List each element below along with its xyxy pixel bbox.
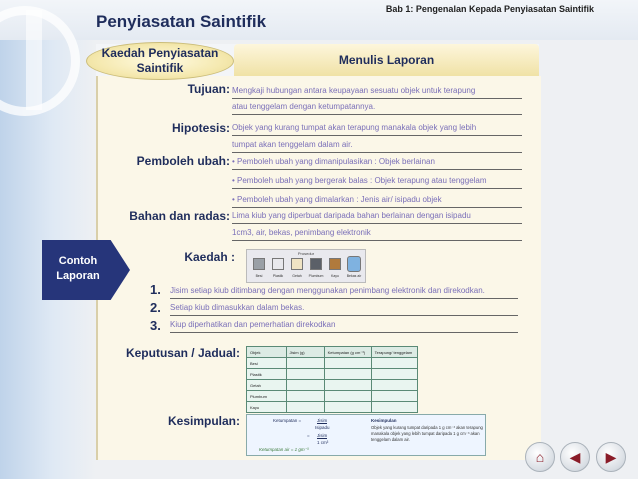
step-1-text: Jisim setiap kiub ditimbang dengan menggunakan penimbang elektronik dan direkodkan. xyxy=(170,284,518,299)
getah-cube-icon xyxy=(291,258,303,270)
contoh-laporan-text: Contoh Laporan xyxy=(56,255,100,282)
keputusan-label: Keputusan / Jadual: xyxy=(125,346,240,360)
table-cell: Besi xyxy=(247,358,287,369)
bahan-line-1: Lima kiub yang diperbuat daripada bahan berlainan dengan isipadu xyxy=(232,209,522,224)
formula-jisim: Jisim xyxy=(317,418,328,423)
formula-isipadu: Isipadu xyxy=(315,425,330,430)
bahan-line-2: 1cm3, air, bekas, penimbang elektronik xyxy=(232,226,522,241)
table-header-row xyxy=(247,347,418,358)
plastik-label: Plastik xyxy=(272,274,284,278)
bahan-label: Bahan dan radas: xyxy=(129,209,230,223)
kesimpulan-box xyxy=(246,414,486,456)
table-row xyxy=(247,380,418,391)
besi-cube-icon xyxy=(253,258,265,270)
table-cell: Plumbum xyxy=(247,391,287,402)
step-2-number: 2. xyxy=(150,300,161,315)
table-header: Objek xyxy=(247,347,287,358)
step-1-number: 1. xyxy=(150,282,161,297)
formula-jisim-2: Jisim xyxy=(317,433,328,438)
contoh-laporan-label xyxy=(42,240,130,300)
table-cell: Kayu xyxy=(247,402,287,413)
water-container-icon xyxy=(347,256,361,272)
formula-equals: = xyxy=(307,433,310,438)
hipotesis-line-2: tumpat akan tenggelam dalam air. xyxy=(232,138,522,153)
getah-label: Getah xyxy=(292,274,302,278)
table-header: Ketumpatan (g cm⁻³) xyxy=(324,347,371,358)
procedure-title: Prosedur xyxy=(297,251,315,256)
plastik-cube-icon xyxy=(272,258,284,270)
forward-button[interactable] xyxy=(596,442,626,472)
page-title: Penyiasatan Saintifik xyxy=(96,12,267,31)
pemboleh-line-3: • Pemboleh ubah yang dimalarkan : Jenis air/ isipadu objek xyxy=(232,193,522,208)
table-row xyxy=(247,402,418,413)
kesimpulan-label: Kesimpulan: xyxy=(167,414,240,428)
back-button[interactable] xyxy=(560,442,590,472)
forward-arrow-icon: ▶ xyxy=(605,449,617,465)
besi-label: Besi xyxy=(255,274,263,278)
pemboleh-line-2: • Pemboleh ubah yang bergerak balas : Objek terapung atau tenggelam xyxy=(232,174,522,189)
procedure-illustration xyxy=(246,249,366,283)
step-3-text: Kiup diperhatikan dan pemerhatian direkodkan xyxy=(170,318,518,333)
table-header: Terapung/ tenggelam xyxy=(371,347,417,358)
hipotesis-line-1: Objek yang kurang tumpat akan terapung manakala objek yang lebih xyxy=(232,121,522,136)
step-2-text: Setiap kiub dimasukkan dalam bekas. xyxy=(170,301,518,316)
water-density: Ketumpatan air = 1 gm⁻³ xyxy=(259,447,309,452)
table-row xyxy=(247,391,418,402)
chapter-title: Bab 1: Pengenalan Kepada Penyiasatan Saintifik xyxy=(385,4,594,14)
formula-label: Ketumpatan = xyxy=(273,418,302,423)
home-icon: ⌂ xyxy=(535,449,545,465)
table-row xyxy=(247,369,418,380)
hipotesis-label: Hipotesis: xyxy=(171,121,230,135)
kayu-cube-icon xyxy=(329,258,341,270)
table-row xyxy=(247,358,418,369)
tab-menulis-laporan[interactable]: Menulis Laporan xyxy=(234,44,539,76)
back-arrow-icon: ◀ xyxy=(569,449,581,465)
table-cell: Plastik xyxy=(247,369,287,380)
tujuan-label: Tujuan: xyxy=(187,82,230,96)
kayu-label: Kayu xyxy=(331,274,339,278)
results-table xyxy=(246,346,418,413)
tujuan-line-2: atau tenggelam dengan ketumpatannya. xyxy=(232,100,522,115)
kesimpulan-text: Objek yang kurang tumpat daripada 1 g cm⁻³ akan terapung manakala objek yang lebih tumpat daripada 1 g cm⁻³ akan tenggelam dalam air. xyxy=(371,425,483,442)
step-3-number: 3. xyxy=(150,318,161,333)
tab-kaedah-penyiasatan[interactable]: Kaedah Penyiasatan Saintifik xyxy=(86,42,234,80)
bekas-air-label: Bekas air xyxy=(346,274,362,278)
pemboleh-label: Pemboleh ubah: xyxy=(136,154,230,168)
table-cell: Getah xyxy=(247,380,287,391)
pemboleh-line-1: • Pemboleh ubah yang dimanipulasikan : Objek berlainan xyxy=(232,155,522,170)
formula-cm: 1 cm³ xyxy=(317,440,329,445)
tujuan-line-1: Mengkaji hubungan antara keupayaan sesuatu objek untuk terapung xyxy=(232,84,522,99)
plumbum-label: Plumbum xyxy=(308,274,324,278)
plumbum-cube-icon xyxy=(310,258,322,270)
home-button[interactable] xyxy=(525,442,555,472)
decor-bar-icon xyxy=(26,10,42,110)
kesimpulan-title: Kesimpulan xyxy=(371,418,397,423)
table-header: Jisim (g) xyxy=(286,347,324,358)
kaedah-label: Kaedah : xyxy=(184,250,235,264)
